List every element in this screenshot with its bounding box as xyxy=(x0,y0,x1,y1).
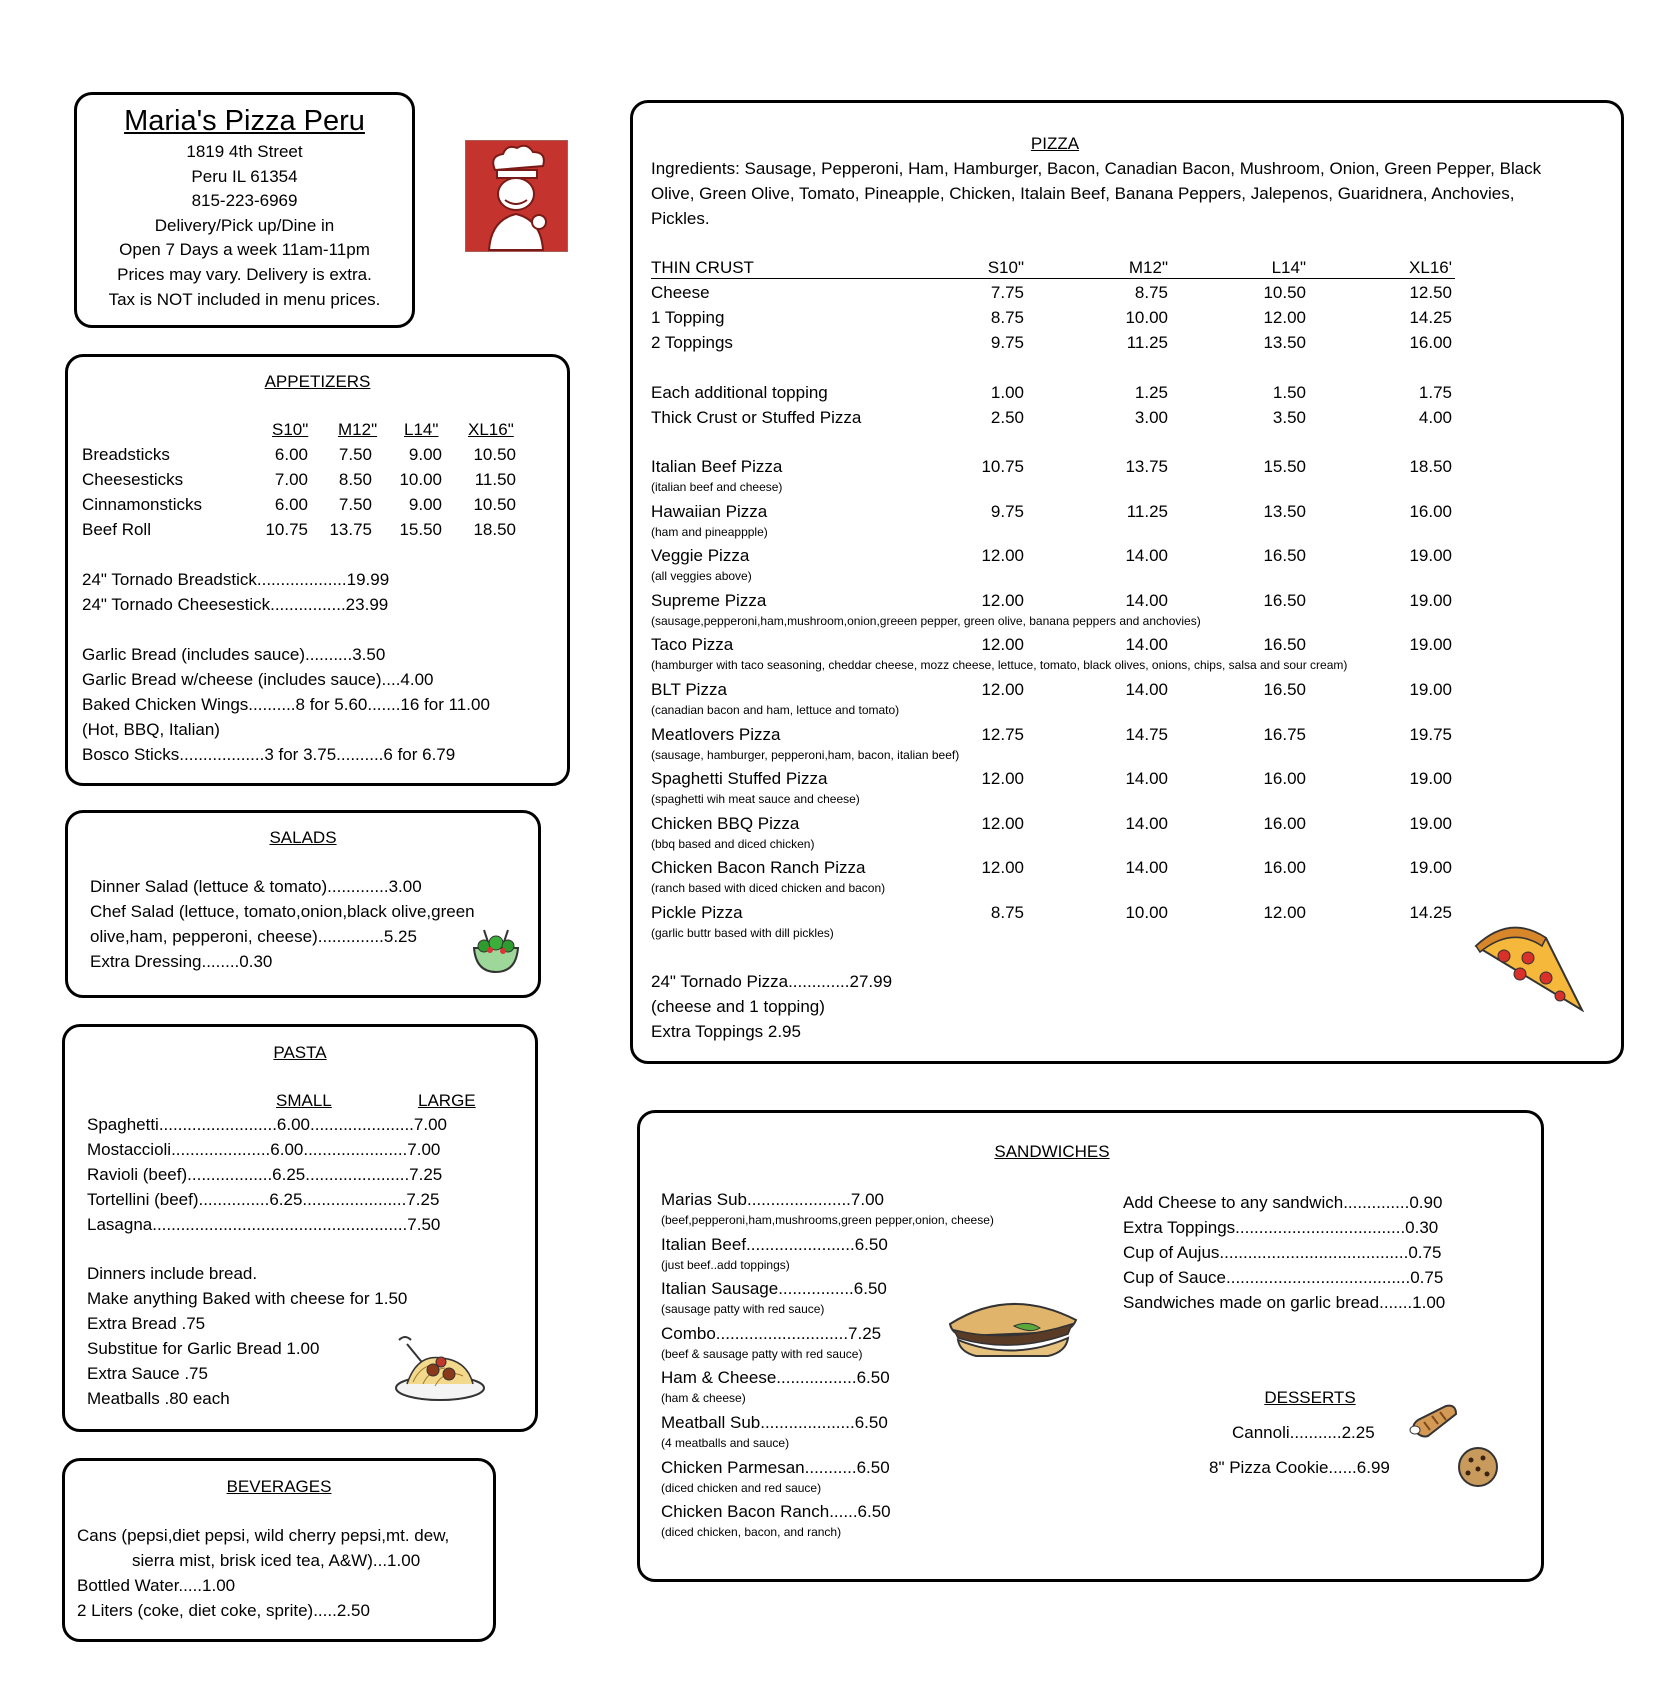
pizza-item-price: 15.50 xyxy=(1263,457,1306,476)
pizza-item-price: 12.00 xyxy=(981,635,1024,655)
beverages-title: BEVERAGES xyxy=(226,1477,332,1496)
pasta-note: Extra Sauce .75 xyxy=(87,1364,208,1383)
pizza-item-price: 1.25 xyxy=(1134,383,1168,402)
appetizer-size-l: L14" xyxy=(404,420,439,439)
pizza-item-price: 19.75 xyxy=(1409,724,1452,744)
sandwich-item-desc: (sausage patty with red sauce) xyxy=(661,1302,825,1317)
hours-line: Open 7 Days a week 11am-11pm xyxy=(119,240,370,260)
sandwich-item: Meatball Sub....................6.50 xyxy=(661,1413,888,1432)
appetizer-price: 15.50 xyxy=(399,520,442,539)
sandwich-item-desc: (beef & sausage patty with red sauce) xyxy=(661,1346,863,1361)
pizza-item-price: 12.00 xyxy=(981,590,1024,610)
pizza-item-price: 10.00 xyxy=(1125,308,1168,327)
pizza-item-price: 12.00 xyxy=(981,546,1024,566)
desserts-title: DESSERTS xyxy=(1264,1388,1356,1407)
pizza-item-price: 12.50 xyxy=(1409,283,1452,302)
pizza-item-price: 14.00 xyxy=(1125,590,1168,610)
appetizer-price: 18.50 xyxy=(473,520,516,539)
pizza-item-price: 11.25 xyxy=(1126,501,1168,521)
pizza-item-price: 12.75 xyxy=(981,724,1024,744)
pizza-item-price: 16.00 xyxy=(1409,501,1452,521)
appetizer-line: Garlic Bread (includes sauce)..........3.50 xyxy=(82,645,386,664)
salad-line: Dinner Salad (lettuce & tomato).............3.00 xyxy=(90,877,422,896)
pizza-item-desc: (all veggies above) xyxy=(651,569,752,584)
pizza-item-price: 3.00 xyxy=(1134,408,1168,427)
sandwich-item: Italian Sausage................6.50 xyxy=(661,1279,887,1299)
appetizer-line: (Hot, BBQ, Italian) xyxy=(82,720,220,739)
appetizer-name: Beef Roll xyxy=(82,520,151,539)
pizza-tornado-line: Extra Toppings 2.95 xyxy=(651,1022,801,1041)
pizza-item-price: 16.00 xyxy=(1409,333,1452,352)
pizza-ingredients: Pickles. xyxy=(651,209,710,228)
service-line: Delivery/Pick up/Dine in xyxy=(154,215,335,235)
prices-note: Prices may vary. Delivery is extra. xyxy=(117,264,372,284)
appetizer-price: 7.50 xyxy=(338,445,372,464)
pizza-header-rule xyxy=(651,278,1455,279)
sandwich-addon: Extra Toppings....................................0.30 xyxy=(1123,1218,1439,1237)
pizza-item-desc: (bbq based and diced chicken) xyxy=(651,836,815,851)
cookie-icon xyxy=(1456,1446,1500,1488)
pizza-item-price: 19.00 xyxy=(1409,680,1452,699)
pasta-note: Make anything Baked with cheese for 1.50 xyxy=(87,1289,408,1308)
appetizer-price: 10.50 xyxy=(473,445,516,464)
pizza-item-price: 16.50 xyxy=(1263,546,1306,566)
appetizer-line: Baked Chicken Wings..........8 for 5.60.......16 for 11.00 xyxy=(82,695,490,714)
sandwich-item-desc: (just beef..add toppings) xyxy=(661,1257,790,1272)
pizza-item-price: 1.75 xyxy=(1418,383,1452,402)
pizza-item-desc: (italian beef and cheese) xyxy=(651,480,783,494)
sandwich-item-desc: (beef,pepperoni,ham,mushrooms,green pepper,onion, cheese) xyxy=(661,1213,994,1227)
appetizer-price: 10.75 xyxy=(265,520,308,539)
beverage-line: Cans (pepsi,diet pepsi, wild cherry pepsi,mt. dew, xyxy=(77,1526,450,1545)
pizza-item-desc: (canadian bacon and ham, lettuce and tomato) xyxy=(651,703,900,717)
phone-line[interactable]: 815-223-6969 xyxy=(191,191,298,211)
appetizer-line: Bosco Sticks..................3 for 3.75..........6 for 6.79 xyxy=(82,745,456,764)
pizza-item-price: 18.50 xyxy=(1409,457,1452,476)
pasta-title: PASTA xyxy=(273,1043,327,1062)
pizza-ingredients: Ingredients: Sausage, Pepperoni, Ham, Hamburger, Bacon, Canadian Bacon, Mushroom, Onion, Green Pepper, Black xyxy=(651,159,1542,178)
pizza-item-desc: (ranch based with diced chicken and bacon) xyxy=(651,881,886,896)
pasta-note: Extra Bread .75 xyxy=(87,1314,206,1333)
appetizer-size-xl: XL16" xyxy=(468,420,514,439)
appetizer-size-s: S10" xyxy=(272,420,309,439)
pizza-item-name: Chicken Bacon Ranch Pizza xyxy=(651,858,866,878)
pizza-item-price: 10.50 xyxy=(1263,283,1306,302)
pizza-header-size: S10" xyxy=(987,258,1024,277)
pasta-col-small: SMALL xyxy=(276,1091,332,1110)
pizza-item-price: 10.00 xyxy=(1125,903,1168,922)
sandwich-item: Chicken Parmesan...........6.50 xyxy=(661,1457,890,1477)
sandwich-item: Ham & Cheese.................6.50 xyxy=(661,1368,890,1388)
pizza-item-price: 16.50 xyxy=(1263,635,1306,655)
pizza-item-price: 16.00 xyxy=(1263,858,1306,878)
sandwich-item: Italian Beef.......................6.50 xyxy=(661,1234,888,1254)
pizza-item-price: 16.00 xyxy=(1263,813,1306,833)
appetizer-price: 8.50 xyxy=(338,470,372,489)
pizza-item-price: 14.00 xyxy=(1125,546,1168,566)
pizza-slice-icon xyxy=(1470,916,1588,1012)
pizza-item-price: 16.00 xyxy=(1263,769,1306,789)
pizza-item-price: 14.00 xyxy=(1125,635,1168,655)
pizza-item-price: 7.75 xyxy=(990,283,1024,302)
appetizers-title: APPETIZERS xyxy=(264,372,371,391)
sandwiches-title: SANDWICHES xyxy=(994,1142,1110,1161)
sandwich-addon: Cup of Aujus........................................0.75 xyxy=(1123,1243,1442,1262)
pizza-item-name: Veggie Pizza xyxy=(651,546,750,566)
appetizer-price: 9.00 xyxy=(408,445,442,464)
pizza-item-price: 12.00 xyxy=(981,769,1024,789)
pizza-item-price: 19.00 xyxy=(1409,635,1452,655)
sandwich-addon: Add Cheese to any sandwich..............0.90 xyxy=(1123,1193,1443,1212)
appetizer-name: Breadsticks xyxy=(82,445,170,464)
pasta-row: Tortellini (beef)...............6.25......................7.25 xyxy=(87,1190,440,1209)
pizza-item-name: Cheese xyxy=(651,283,710,302)
pizza-item-price: 8.75 xyxy=(1134,283,1168,302)
sandwich-item: Chicken Bacon Ranch......6.50 xyxy=(661,1502,891,1522)
pizza-item-price: 9.75 xyxy=(990,333,1024,352)
appetizer-line: Garlic Bread w/cheese (includes sauce)....4.00 xyxy=(82,670,434,689)
sandwich-item: Marias Sub......................7.00 xyxy=(661,1190,884,1209)
dessert-item: Cannoli...........2.25 xyxy=(1232,1423,1375,1442)
pizza-item-price: 10.75 xyxy=(981,457,1024,476)
pizza-item-price: 13.50 xyxy=(1263,501,1306,521)
pizza-item-price: 13.50 xyxy=(1263,333,1306,352)
sandwich-icon xyxy=(944,1296,1082,1360)
pizza-item-price: 16.75 xyxy=(1263,724,1306,744)
pizza-item-price: 4.00 xyxy=(1418,408,1452,427)
appetizer-price: 6.00 xyxy=(274,495,308,514)
address-line: 1819 4th Street xyxy=(186,142,303,161)
pizza-title: PIZZA xyxy=(1030,134,1080,153)
pizza-header-crust: THIN CRUST xyxy=(651,258,754,277)
pizza-item-name: Supreme Pizza xyxy=(651,590,767,610)
city-line: Peru IL 61354 xyxy=(191,166,298,186)
pasta-row: Spaghetti.........................6.00......................7.00 xyxy=(87,1115,447,1134)
pizza-item-price: 11.25 xyxy=(1126,333,1168,352)
pizza-item-price: 1.00 xyxy=(990,383,1024,402)
sandwich-item-desc: (diced chicken and red sauce) xyxy=(661,1480,822,1495)
sandwich-addon: Sandwiches made on garlic bread.......1.00 xyxy=(1123,1293,1446,1312)
pasta-note: Meatballs .80 each xyxy=(87,1389,230,1408)
appetizer-price: 13.75 xyxy=(329,520,372,539)
pizza-item-name: Taco Pizza xyxy=(651,635,734,655)
pizza-tornado-line: 24" Tornado Pizza.............27.99 xyxy=(651,972,893,991)
pizza-item-name: Chicken BBQ Pizza xyxy=(651,813,800,833)
tax-note: Tax is NOT included in menu prices. xyxy=(108,289,381,309)
appetizer-name: Cinnamonsticks xyxy=(82,495,202,514)
pizza-item-desc: (sausage,pepperoni,ham,mushroom,onion,greeen pepper, green olive, banana peppers and anchovies) xyxy=(651,613,1201,628)
pizza-item-price: 1.50 xyxy=(1272,383,1306,402)
pizza-item-price: 19.00 xyxy=(1409,813,1452,833)
pizza-item-price: 3.50 xyxy=(1272,408,1306,427)
header-lines xyxy=(74,140,415,312)
pizza-item-price: 14.25 xyxy=(1409,903,1452,922)
cannoli-icon xyxy=(1408,1402,1460,1442)
pizza-item-name: Italian Beef Pizza xyxy=(651,457,783,476)
pizza-item-desc: (ham and pineappple) xyxy=(651,524,768,539)
pasta-note: Dinners include bread. xyxy=(87,1264,258,1283)
pizza-item-price: 19.00 xyxy=(1409,769,1452,789)
pizza-item-price: 19.00 xyxy=(1409,546,1452,566)
beverage-line: 2 Liters (coke, diet coke, sprite).....2.50 xyxy=(77,1601,370,1620)
pizza-item-price: 12.00 xyxy=(981,813,1024,833)
pizza-item-price: 2.50 xyxy=(990,408,1024,427)
pizza-item-name: Pickle Pizza xyxy=(651,903,743,922)
pizza-item-price: 12.00 xyxy=(981,858,1024,878)
spaghetti-icon xyxy=(393,1330,487,1404)
salad-line: olive,ham, pepperoni, cheese)..............5.25 xyxy=(90,927,417,946)
pizza-item-price: 9.75 xyxy=(990,501,1024,521)
appetizer-line: 24" Tornado Cheesestick................23.99 xyxy=(82,595,389,614)
pizza-item-price: 16.50 xyxy=(1263,590,1306,610)
pasta-note: Substitue for Garlic Bread 1.00 xyxy=(87,1339,320,1358)
sandwich-item-desc: (ham & cheese) xyxy=(661,1391,746,1406)
pasta-row: Mostaccioli.....................6.00......................7.00 xyxy=(87,1140,441,1159)
chef-logo xyxy=(465,140,568,252)
pizza-item-name: Hawaiian Pizza xyxy=(651,501,768,521)
pizza-item-price: 14.00 xyxy=(1125,813,1168,833)
pizza-item-price: 16.50 xyxy=(1263,680,1306,699)
dessert-item: 8" Pizza Cookie......6.99 xyxy=(1209,1458,1390,1477)
pizza-item-price: 14.00 xyxy=(1125,769,1168,789)
pizza-item-desc: (sausage, hamburger, pepperoni,ham, bacon, italian beef) xyxy=(651,747,960,762)
pizza-item-price: 19.00 xyxy=(1409,858,1452,878)
appetizer-price: 11.50 xyxy=(474,470,516,489)
pasta-row: Ravioli (beef)..................6.25......................7.25 xyxy=(87,1165,443,1184)
pizza-ingredients: Olive, Green Olive, Tomato, Pineapple, Chicken, Italain Beef, Banana Peppers, Jalepenos, Guaridnera, Anchovies, xyxy=(651,184,1515,203)
pizza-header-size: M12" xyxy=(1128,258,1168,277)
appetizer-line: 24" Tornado Breadstick...................19.99 xyxy=(82,570,390,589)
beverage-line: Bottled Water.....1.00 xyxy=(77,1576,236,1595)
pizza-item-price: 14.75 xyxy=(1125,724,1168,744)
salad-icon xyxy=(470,926,522,976)
pizza-header-size: XL16' xyxy=(1409,258,1452,277)
salad-line: Chef Salad (lettuce, tomato,onion,black olive,green xyxy=(90,902,475,921)
pizza-item-price: 14.00 xyxy=(1125,680,1168,699)
pizza-item-desc: (spaghetti wih meat sauce and cheese) xyxy=(651,792,860,807)
pizza-header-size: L14" xyxy=(1271,258,1306,277)
appetizer-price: 10.50 xyxy=(473,495,516,514)
pizza-item-price: 12.00 xyxy=(1263,903,1306,922)
pizza-item-name: 2 Toppings xyxy=(651,333,733,352)
pizza-item-price: 14.00 xyxy=(1125,858,1168,878)
salads-title: SALADS xyxy=(269,828,337,847)
pizza-item-desc: (hamburger with taco seasoning, cheddar cheese, mozz cheese, lettuce, tomato, black olives, onions, chips, salsa and sour cream) xyxy=(651,658,1348,673)
pizza-item-desc: (garlic buttr based with dill pickles) xyxy=(651,926,834,940)
pizza-item-name: BLT Pizza xyxy=(651,680,727,699)
pizza-item-price: 8.75 xyxy=(990,903,1024,922)
appetizer-size-m: M12" xyxy=(338,420,378,439)
appetizer-name: Cheesesticks xyxy=(82,470,184,489)
pizza-item-name: Spaghetti Stuffed Pizza xyxy=(651,769,828,789)
beverage-line: sierra mist, brisk iced tea, A&W)...1.00 xyxy=(132,1551,421,1570)
pizza-item-price: 14.25 xyxy=(1409,308,1452,327)
pizza-item-name: Thick Crust or Stuffed Pizza xyxy=(651,408,862,427)
sandwich-item-desc: (diced chicken, bacon, and ranch) xyxy=(661,1525,842,1540)
pizza-item-price: 13.75 xyxy=(1125,457,1168,476)
appetizer-price: 10.00 xyxy=(399,470,442,489)
pizza-item-price: 19.00 xyxy=(1409,590,1452,610)
pasta-row: Lasagna......................................................7.50 xyxy=(87,1215,441,1234)
appetizer-price: 9.00 xyxy=(408,495,442,514)
appetizer-price: 7.00 xyxy=(274,470,308,489)
sandwich-item-desc: (4 meatballs and sauce) xyxy=(661,1436,790,1450)
pizza-item-name: Meatlovers Pizza xyxy=(651,724,781,744)
pizza-item-price: 12.00 xyxy=(1263,308,1306,327)
restaurant-name: Maria's Pizza Peru xyxy=(124,105,365,137)
pizza-item-price: 12.00 xyxy=(981,680,1024,699)
salad-line: Extra Dressing........0.30 xyxy=(90,952,273,971)
pizza-item-name: Each additional topping xyxy=(651,383,828,402)
pasta-col-large: LARGE xyxy=(418,1091,476,1110)
appetizer-price: 7.50 xyxy=(338,495,372,514)
sandwich-addon: Cup of Sauce.......................................0.75 xyxy=(1123,1268,1444,1287)
appetizer-price: 6.00 xyxy=(274,445,308,464)
pizza-item-name: 1 Topping xyxy=(651,308,725,327)
pizza-item-price: 8.75 xyxy=(990,308,1024,327)
sandwich-item: Combo............................7.25 xyxy=(661,1323,882,1343)
pizza-tornado-line: (cheese and 1 topping) xyxy=(651,997,825,1016)
